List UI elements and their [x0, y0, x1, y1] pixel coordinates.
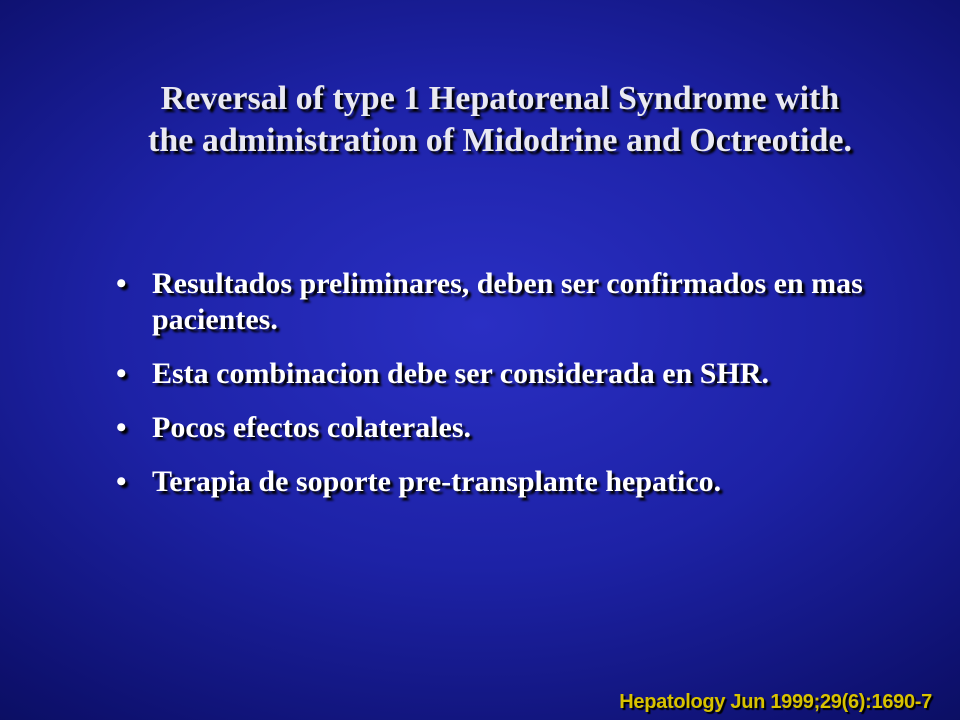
title-line-1: Reversal of type 1 Hepatorenal Syndrome with	[160, 80, 840, 117]
bullet-dot-icon: •	[116, 357, 127, 390]
bullet-text: Pocos efectos colaterales.	[152, 411, 472, 444]
bullet-list	[116, 266, 916, 518]
bullet-text: Resultados preliminares, deben ser confirmados en mas pacientes.	[152, 267, 863, 336]
bullet-text: Esta combinacion debe ser considerada en SHR.	[152, 357, 769, 390]
bullet-item	[116, 410, 916, 446]
bullet-item	[116, 266, 916, 338]
bullet-item	[116, 464, 916, 500]
slide-title	[60, 78, 940, 162]
bullet-dot-icon: •	[116, 267, 127, 300]
bullet-dot-icon: •	[116, 465, 127, 498]
bullet-dot-icon: •	[116, 411, 127, 444]
bullet-item	[116, 356, 916, 392]
bullet-text: Terapia de soporte pre-transplante hepatico.	[152, 465, 722, 498]
citation: Hepatology Jun 1999;29(6):1690-7	[619, 691, 932, 713]
title-line-2: the administration of Midodrine and Octreotide.	[148, 122, 852, 159]
